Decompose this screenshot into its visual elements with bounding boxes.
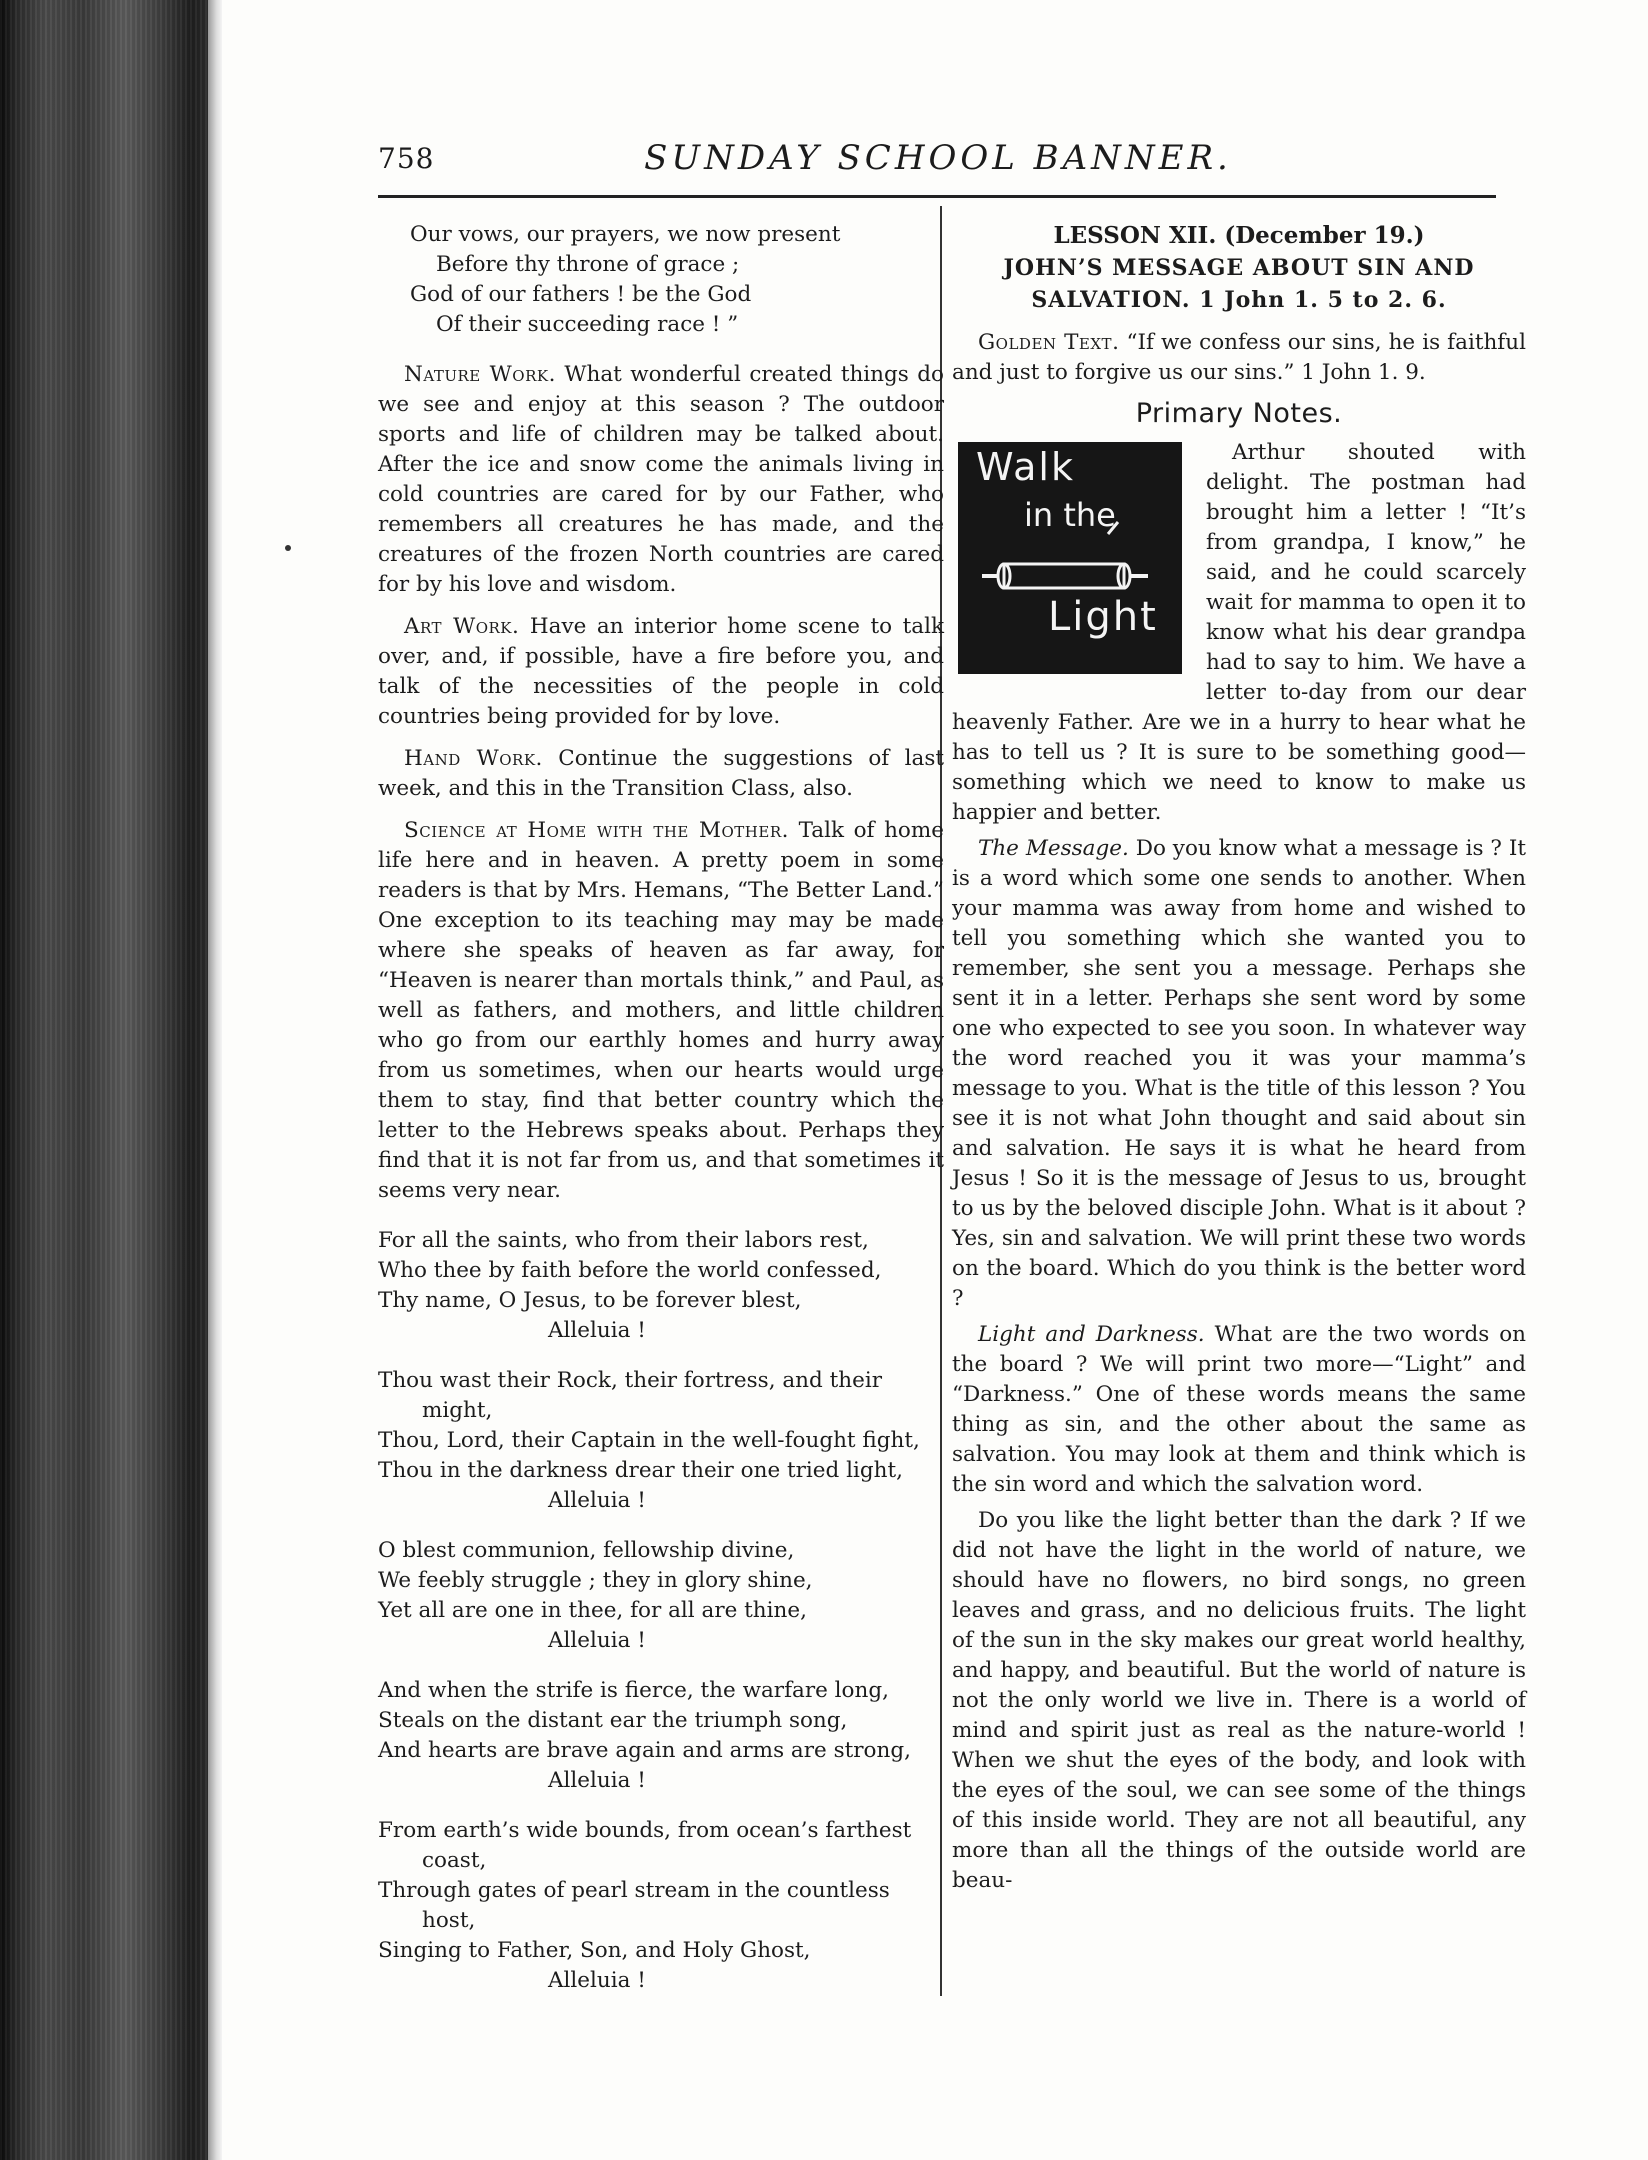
light-darkness-text: What are the two words on the board ? We will print two more—“Light” and “Darkness.” One of these words means the same thing as sin, and the other about the same as salvation. You may look at them and think which is the sin word and which the salvation word. bbox=[952, 1322, 1526, 1497]
hymn-line: For all the saints, who from their labors rest, bbox=[378, 1228, 869, 1253]
lesson-subtitle: JOHN’S MESSAGE ABOUT SIN AND bbox=[1003, 255, 1475, 281]
primary-notes-heading: Primary Notes. bbox=[1135, 398, 1343, 429]
hymn-line: Thou, Lord, their Captain in the well-fought fight, bbox=[378, 1428, 920, 1453]
hymn-line: Who thee by faith before the world confessed, bbox=[378, 1258, 882, 1283]
hymn-line: Thou wast their Rock, their fortress, and their bbox=[378, 1368, 882, 1393]
golden-text-paragraph bbox=[952, 328, 1526, 388]
golden-text: “If we confess our sins, he is faithful and just to forgive us our sins.” 1 John 1. 9. bbox=[952, 330, 1526, 385]
hymn-refrain: Alleluia ! bbox=[548, 1628, 646, 1653]
header-rule bbox=[378, 195, 1496, 198]
science-heading: Science at Home with the Mother. bbox=[404, 818, 789, 843]
lesson-title: LESSON XII. (December 19.) bbox=[1053, 222, 1425, 249]
hymn-line: And when the strife is fierce, the warfare long, bbox=[378, 1678, 889, 1703]
book-spine bbox=[0, 0, 208, 2160]
art-work-heading: Art Work. bbox=[404, 614, 520, 639]
hymn-line: Steals on the distant ear the triumph song, bbox=[378, 1708, 848, 1733]
left-column bbox=[378, 220, 944, 1996]
hymn-refrain: Alleluia ! bbox=[548, 1768, 646, 1793]
hand-work-heading: Hand Work. bbox=[404, 746, 543, 771]
light-dark-paragraph: Do you like the light better than the dark ? If we did not have the light in the world of nature, we should have no flowers, no bird songs, no green leaves and grass, and no delicious fruits. The light of the sun in the sky makes our great world healthy, and happy, and beautiful. But the world of nature is not the only world we live in. There is a world of mind and spirit just as real as the nature-world ! When we shut the eyes of the body, and look with the eyes of the soul, we can see some of the things of this inside world. They are not all beautiful, any more than all the things of the outside world are beau- bbox=[952, 1508, 1526, 1893]
verse-line: God of our fathers ! be the God bbox=[410, 282, 752, 307]
verse-line: Of their succeeding race ! ” bbox=[436, 312, 739, 337]
hymn-line: We feebly struggle ; they in glory shine, bbox=[378, 1568, 813, 1593]
hymn-stanza bbox=[378, 1816, 944, 1996]
illustration-word: Light bbox=[1048, 594, 1158, 640]
hymn-line: might, bbox=[422, 1398, 493, 1423]
hand-work-text: Continue the suggestions of last week, and this in the Transition Class, also. bbox=[378, 746, 944, 801]
margin-mark bbox=[285, 545, 291, 551]
hymn-stanza bbox=[378, 1226, 944, 1346]
message-text: Do you know what a message is ? It is a word which some one sends to another. When your mamma was away from home and wished to tell you something which she wanted you to remember, she sent you a message. Perhaps she sent it in a letter. Perhaps she sent word by some one who expected to see you soon. In whatever way the word reached you it was your mamma’s message to you. What is the title of this lesson ? You see it is not what John thought and said about sin and salvation. He says it is what he heard from Jesus ! So it is the message of Jesus to us, brought to us by the beloved disciple John. What is it about ? Yes, sin and salvation. We will print these two words on the board. Which do you think is the better word ? bbox=[952, 836, 1526, 1311]
hymn-line: From earth’s wide bounds, from ocean’s farthest bbox=[378, 1818, 912, 1843]
hymn-stanza bbox=[378, 1676, 944, 1796]
hymn-stanza bbox=[378, 1536, 944, 1656]
science-text: Talk of home life here and in heaven. A pretty poem in some readers is that by Mrs. Hemans, “The Better Land.” One exception to its teaching may may be made where she speaks of heaven as far away, for “Heaven is nearer than mortals think,” and Paul, as well as fathers, and mothers, and little children who go from our earthly homes and hurry away from us sometimes, when our hearts would urge them to stay, find that better country which the letter to the Hebrews speaks about. Perhaps they find that it is not far from us, and that sometimes it seems very near. bbox=[378, 818, 944, 1203]
science-paragraph bbox=[378, 816, 944, 1206]
hymn-line: Through gates of pearl stream in the countless bbox=[378, 1878, 890, 1903]
message-heading: The Message. bbox=[978, 836, 1129, 861]
message-paragraph bbox=[952, 834, 1526, 1314]
light-darkness-paragraph bbox=[952, 1320, 1526, 1500]
nature-work-heading: Nature Work. bbox=[404, 362, 556, 387]
light-darkness-heading: Light and Darkness. bbox=[978, 1322, 1205, 1347]
lesson-subtitle: SALVATION. 1 John 1. 5 to 2. 6. bbox=[1031, 287, 1447, 313]
hymn-line: Thy name, O Jesus, to be forever blest, bbox=[378, 1288, 802, 1313]
hymn-line: O blest communion, fellowship divine, bbox=[378, 1538, 795, 1563]
art-work-text: Have an interior home scene to talk over, and, if possible, have a fire before you, and talk of the necessities of the people in cold countries being provided for by love. bbox=[378, 614, 944, 729]
page-gutter bbox=[208, 0, 222, 2160]
arthur-paragraph: Arthur shouted with delight. The postman had brought him a letter ! “It’s from grandpa, I know,” he said, and he could scarcely wait for mamma to open it to know what his dear grandpa had to say to him. We have a letter to-day from our dear heavenly Father. Are we in a hurry to hear what he has to tell us ? It is sure to be something good—something which we need to know to make us happier and better. bbox=[952, 440, 1526, 825]
art-work-paragraph bbox=[378, 612, 944, 732]
nature-work-paragraph bbox=[378, 360, 944, 600]
hymn-line: Thou in the darkness drear their one tried light, bbox=[378, 1458, 903, 1483]
walk-in-the-light-illustration bbox=[958, 442, 1182, 674]
page-header bbox=[378, 138, 1498, 188]
hymn-refrain: Alleluia ! bbox=[548, 1968, 646, 1993]
hymn-line: Yet all are one in thee, for all are thine, bbox=[378, 1598, 807, 1623]
verse-line: Our vows, our prayers, we now present bbox=[410, 222, 841, 247]
hymn-line: coast, bbox=[422, 1848, 487, 1873]
hymn-line: And hearts are brave again and arms are strong, bbox=[378, 1738, 911, 1763]
right-column bbox=[952, 220, 1526, 1896]
illustration-word: in the bbox=[1024, 496, 1116, 534]
page-number: 758 bbox=[378, 142, 435, 175]
hymn-line: Singing to Father, Son, and Holy Ghost, bbox=[378, 1938, 811, 1963]
illustration-word: Walk bbox=[976, 445, 1075, 489]
nature-work-text: What wonderful created things do we see and enjoy at this season ? The outdoor sports and life of children may be talked about. After the ice and snow come the animals living in cold countries are cared for by our Father, who remembers all creatures he has made, and the creatures of the frozen North countries are cared for by his love and wisdom. bbox=[378, 362, 944, 597]
journal-title: SUNDAY SCHOOL BANNER. bbox=[644, 138, 1232, 178]
hymn-refrain: Alleluia ! bbox=[548, 1318, 646, 1343]
verse-line: Before thy throne of grace ; bbox=[436, 252, 740, 277]
golden-text-heading: Golden Text. bbox=[978, 330, 1120, 355]
hymn-line: host, bbox=[422, 1908, 476, 1933]
hymn-stanza bbox=[378, 1366, 944, 1516]
hand-work-paragraph bbox=[378, 744, 944, 804]
hymn-refrain: Alleluia ! bbox=[548, 1488, 646, 1513]
